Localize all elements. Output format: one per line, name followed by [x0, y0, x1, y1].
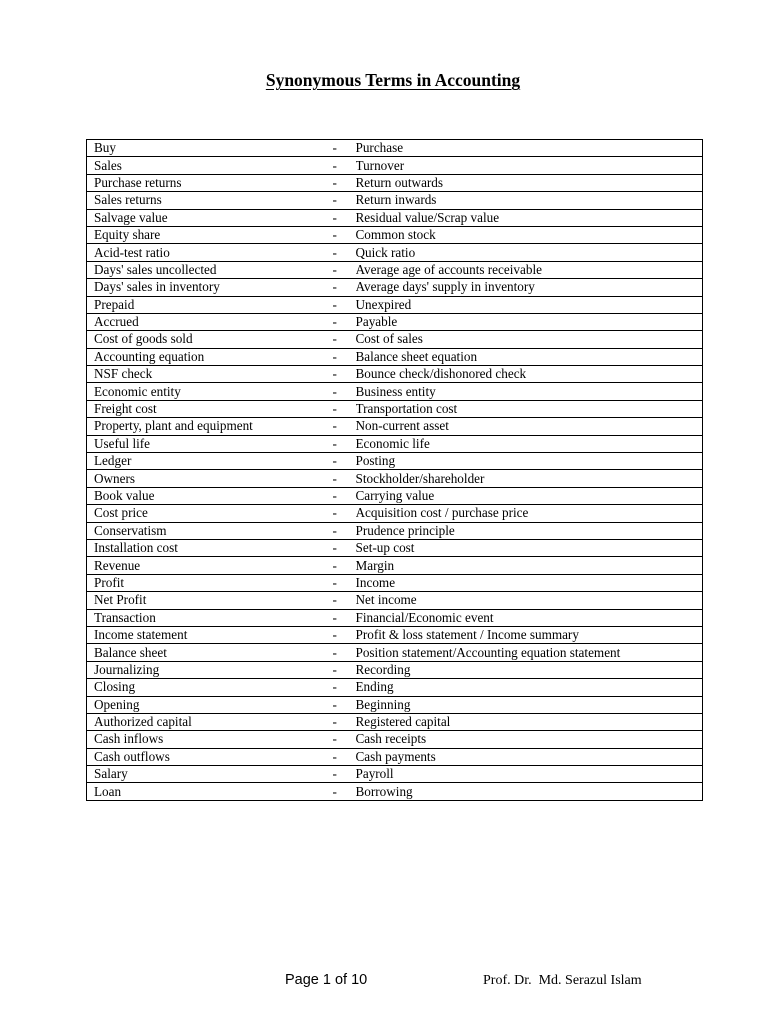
table-row — [87, 522, 703, 539]
separator-cell: - — [323, 366, 356, 383]
synonym-cell: Unexpired — [356, 296, 703, 313]
separator-cell: - — [323, 331, 356, 348]
table-row — [87, 400, 703, 417]
synonym-cell: Average days' supply in inventory — [356, 279, 703, 296]
separator-cell: - — [323, 539, 356, 556]
term-cell: Days' sales uncollected — [87, 261, 323, 278]
table-row — [87, 766, 703, 783]
term-cell: Freight cost — [87, 400, 323, 417]
table-row — [87, 244, 703, 261]
term-cell: Journalizing — [87, 661, 323, 678]
synonym-cell: Economic life — [356, 435, 703, 452]
term-cell: Loan — [87, 783, 323, 800]
table-row — [87, 209, 703, 226]
synonym-cell: Margin — [356, 557, 703, 574]
separator-cell: - — [323, 487, 356, 504]
synonym-cell: Financial/Economic event — [356, 609, 703, 626]
table-row — [87, 731, 703, 748]
synonym-table-body — [87, 140, 703, 801]
term-cell: Cost price — [87, 505, 323, 522]
table-row — [87, 696, 703, 713]
synonym-cell: Business entity — [356, 383, 703, 400]
table-row — [87, 174, 703, 191]
separator-cell: - — [323, 609, 356, 626]
synonym-cell: Prudence principle — [356, 522, 703, 539]
separator-cell: - — [323, 661, 356, 678]
separator-cell: - — [323, 174, 356, 191]
synonym-cell: Posting — [356, 453, 703, 470]
synonym-cell: Beginning — [356, 696, 703, 713]
table-row — [87, 348, 703, 365]
term-cell: Cash inflows — [87, 731, 323, 748]
table-row — [87, 539, 703, 556]
synonym-cell: Acquisition cost / purchase price — [356, 505, 703, 522]
term-cell: Property, plant and equipment — [87, 418, 323, 435]
separator-cell: - — [323, 140, 356, 157]
synonym-cell: Payable — [356, 313, 703, 330]
separator-cell: - — [323, 435, 356, 452]
page-number: Page 1 of 10 — [285, 972, 368, 988]
separator-cell: - — [323, 383, 356, 400]
synonym-cell: Registered capital — [356, 713, 703, 730]
term-cell: Income statement — [87, 626, 323, 643]
term-cell: Useful life — [87, 435, 323, 452]
table-row — [87, 226, 703, 243]
synonym-cell: Common stock — [356, 226, 703, 243]
synonym-cell: Borrowing — [356, 783, 703, 800]
separator-cell: - — [323, 592, 356, 609]
term-cell: Sales — [87, 157, 323, 174]
term-cell: Salvage value — [87, 209, 323, 226]
separator-cell: - — [323, 226, 356, 243]
term-cell: Conservatism — [87, 522, 323, 539]
synonym-cell: Net income — [356, 592, 703, 609]
synonym-cell: Recording — [356, 661, 703, 678]
separator-cell: - — [323, 505, 356, 522]
term-cell: NSF check — [87, 366, 323, 383]
term-cell: Economic entity — [87, 383, 323, 400]
term-cell: Closing — [87, 679, 323, 696]
separator-cell: - — [323, 348, 356, 365]
table-row — [87, 679, 703, 696]
synonym-cell: Position statement/Accounting equation statement — [356, 644, 703, 661]
separator-cell: - — [323, 783, 356, 800]
table-row — [87, 748, 703, 765]
term-cell: Salary — [87, 766, 323, 783]
separator-cell: - — [323, 418, 356, 435]
term-cell: Days' sales in inventory — [87, 279, 323, 296]
synonym-cell: Carrying value — [356, 487, 703, 504]
separator-cell: - — [323, 557, 356, 574]
term-cell: Sales returns — [87, 192, 323, 209]
synonym-cell: Cash receipts — [356, 731, 703, 748]
term-cell: Cost of goods sold — [87, 331, 323, 348]
table-row — [87, 574, 703, 591]
separator-cell: - — [323, 679, 356, 696]
table-row — [87, 331, 703, 348]
synonym-cell: Stockholder/shareholder — [356, 470, 703, 487]
table-row — [87, 661, 703, 678]
separator-cell: - — [323, 261, 356, 278]
synonym-cell: Income — [356, 574, 703, 591]
separator-cell: - — [323, 400, 356, 417]
table-row — [87, 470, 703, 487]
term-cell: Opening — [87, 696, 323, 713]
table-row — [87, 279, 703, 296]
synonym-cell: Payroll — [356, 766, 703, 783]
synonym-cell: Average age of accounts receivable — [356, 261, 703, 278]
term-cell: Book value — [87, 487, 323, 504]
term-cell: Transaction — [87, 609, 323, 626]
term-cell: Owners — [87, 470, 323, 487]
term-cell: Ledger — [87, 453, 323, 470]
table-row — [87, 313, 703, 330]
separator-cell: - — [323, 574, 356, 591]
term-cell: Profit — [87, 574, 323, 591]
separator-cell: - — [323, 296, 356, 313]
synonym-cell: Transportation cost — [356, 400, 703, 417]
table-row — [87, 783, 703, 800]
term-cell: Acid-test ratio — [87, 244, 323, 261]
table-row — [87, 192, 703, 209]
separator-cell: - — [323, 157, 356, 174]
author-name: Prof. Dr. Md. Serazul Islam — [483, 973, 642, 988]
separator-cell: - — [323, 279, 356, 296]
term-cell: Balance sheet — [87, 644, 323, 661]
table-row — [87, 644, 703, 661]
term-cell: Accounting equation — [87, 348, 323, 365]
synonym-cell: Non-current asset — [356, 418, 703, 435]
term-cell: Revenue — [87, 557, 323, 574]
term-cell: Purchase returns — [87, 174, 323, 191]
table-row — [87, 626, 703, 643]
separator-cell: - — [323, 644, 356, 661]
separator-cell: - — [323, 470, 356, 487]
synonym-cell: Cash payments — [356, 748, 703, 765]
synonym-cell: Cost of sales — [356, 331, 703, 348]
table-row — [87, 383, 703, 400]
term-cell: Accrued — [87, 313, 323, 330]
separator-cell: - — [323, 244, 356, 261]
term-cell: Buy — [87, 140, 323, 157]
separator-cell: - — [323, 626, 356, 643]
term-cell: Authorized capital — [87, 713, 323, 730]
separator-cell: - — [323, 713, 356, 730]
table-row — [87, 592, 703, 609]
separator-cell: - — [323, 522, 356, 539]
term-cell: Net Profit — [87, 592, 323, 609]
term-cell: Cash outflows — [87, 748, 323, 765]
synonym-cell: Return outwards — [356, 174, 703, 191]
table-row — [87, 157, 703, 174]
document-title: Synonymous Terms in Accounting — [265, 70, 521, 90]
separator-cell: - — [323, 192, 356, 209]
synonym-cell: Residual value/Scrap value — [356, 209, 703, 226]
separator-cell: - — [323, 766, 356, 783]
table-row — [87, 296, 703, 313]
separator-cell: - — [323, 209, 356, 226]
synonym-cell: Set-up cost — [356, 539, 703, 556]
synonym-cell: Balance sheet equation — [356, 348, 703, 365]
synonym-cell: Return inwards — [356, 192, 703, 209]
separator-cell: - — [323, 696, 356, 713]
separator-cell: - — [323, 748, 356, 765]
synonym-cell: Turnover — [356, 157, 703, 174]
separator-cell: - — [323, 453, 356, 470]
term-cell: Installation cost — [87, 539, 323, 556]
table-row — [87, 418, 703, 435]
synonym-cell: Quick ratio — [356, 244, 703, 261]
separator-cell: - — [323, 731, 356, 748]
term-cell: Equity share — [87, 226, 323, 243]
term-cell: Prepaid — [87, 296, 323, 313]
separator-cell: - — [323, 313, 356, 330]
synonym-cell: Purchase — [356, 140, 703, 157]
table-row — [87, 366, 703, 383]
table-row — [87, 505, 703, 522]
table-row — [87, 557, 703, 574]
table-row — [87, 609, 703, 626]
table-row — [87, 453, 703, 470]
synonym-cell: Bounce check/dishonored check — [356, 366, 703, 383]
synonym-table — [86, 139, 703, 801]
table-row — [87, 435, 703, 452]
table-row — [87, 261, 703, 278]
table-row — [87, 140, 703, 157]
synonym-cell: Ending — [356, 679, 703, 696]
synonym-cell: Profit & loss statement / Income summary — [356, 626, 703, 643]
table-row — [87, 487, 703, 504]
table-row — [87, 713, 703, 730]
